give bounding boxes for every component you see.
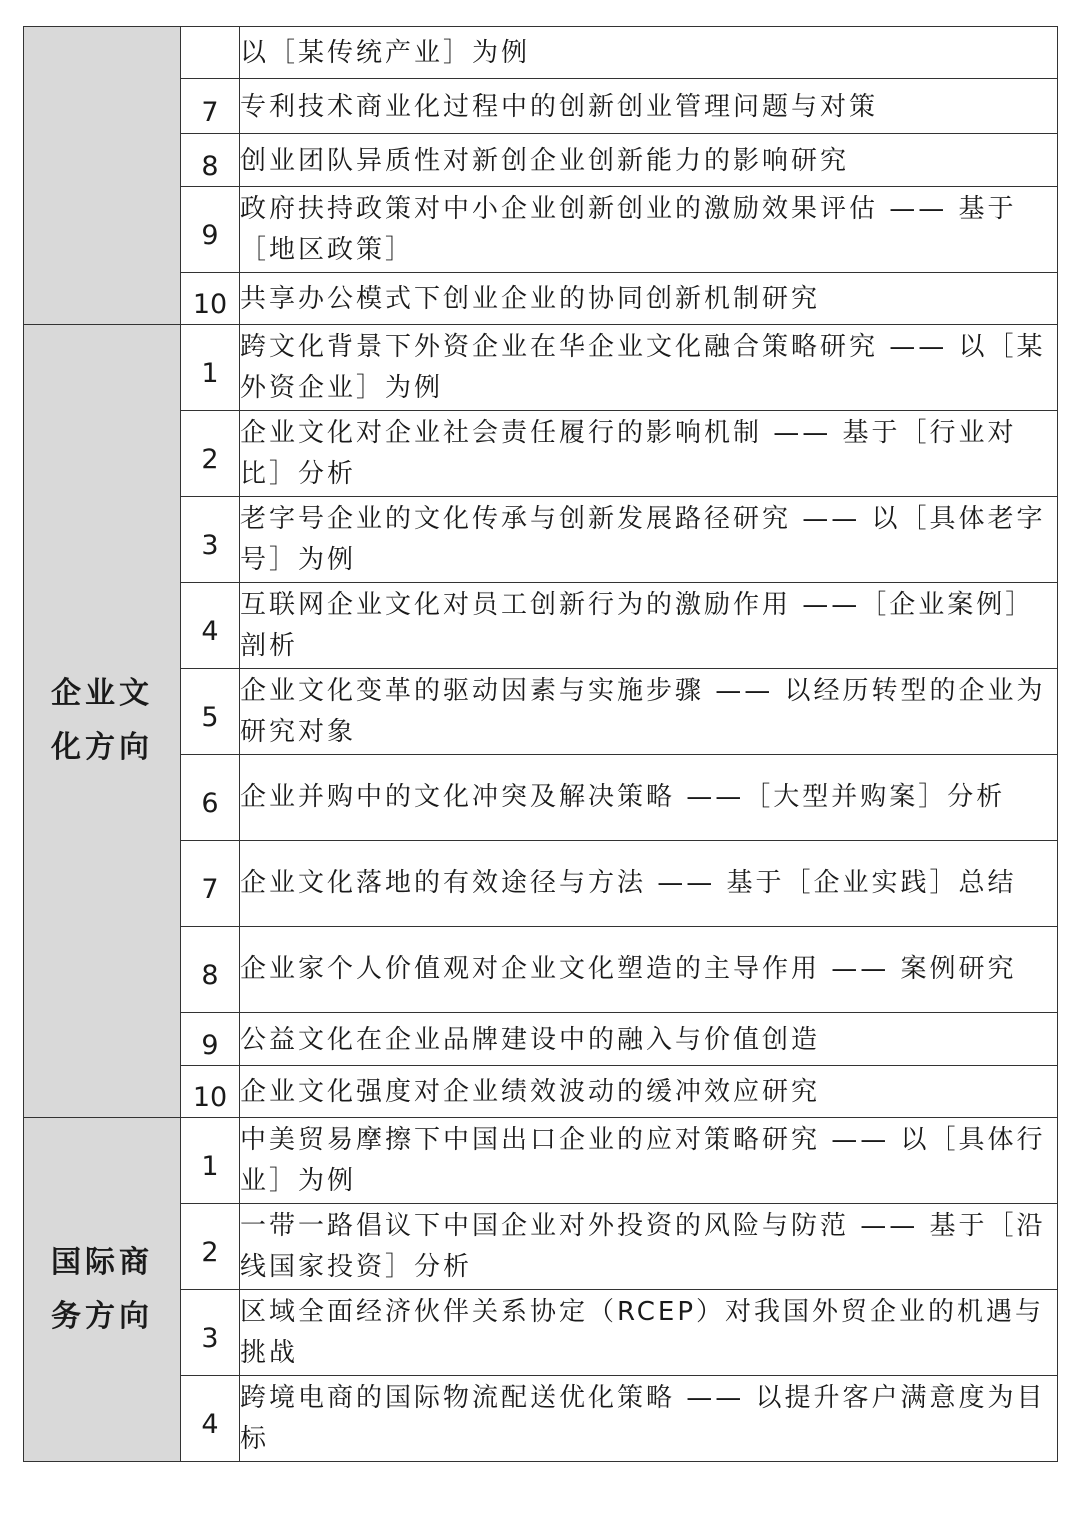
row-number: 2 <box>201 444 219 475</box>
topic-title: 跨境电商的国际物流配送优化策略 —— 以提升客户满意度为目标 <box>240 1376 1058 1462</box>
topic-title: 企业并购中的文化冲突及解决策略 ——［大型并购案］分析 <box>240 755 1058 841</box>
row-number-cell <box>181 325 240 411</box>
table-row <box>24 325 1058 411</box>
row-number: 8 <box>201 150 219 182</box>
topic-title: 以［某传统产业］为例 <box>240 27 1058 79</box>
topic-title: 中美贸易摩擦下中国出口企业的应对策略研究 —— 以［具体行业］为例 <box>240 1118 1058 1204</box>
row-number: 7 <box>201 96 219 128</box>
row-number: 1 <box>201 1151 219 1182</box>
topic-title: 跨文化背景下外资企业在华企业文化融合策略研究 —— 以［某外资企业］为例 <box>240 325 1058 411</box>
topic-title: 互联网企业文化对员工创新行为的激励作用 ——［企业案例］剖析 <box>240 583 1058 669</box>
topic-title: 企业文化落地的有效途径与方法 —— 基于［企业实践］总结 <box>240 841 1058 927</box>
row-number-cell <box>181 583 240 669</box>
row-number: 10 <box>192 289 228 320</box>
topic-title: 专利技术商业化过程中的创新创业管理问题与对策 <box>240 79 1058 134</box>
row-number: 8 <box>201 960 219 991</box>
category-cell <box>24 27 181 325</box>
row-number: 9 <box>201 220 219 251</box>
row-number: 10 <box>192 1082 228 1113</box>
topic-title: 企业文化对企业社会责任履行的影响机制 —— 基于［行业对比］分析 <box>240 411 1058 497</box>
row-number: 5 <box>201 702 219 733</box>
topic-title: 企业文化强度对企业绩效波动的缓冲效应研究 <box>240 1066 1058 1118</box>
topics-table-body <box>24 27 1058 1462</box>
topics-table <box>23 26 1058 1462</box>
topic-title: 一带一路倡议下中国企业对外投资的风险与防范 —— 基于［沿线国家投资］分析 <box>240 1204 1058 1290</box>
row-number-cell <box>181 1204 240 1290</box>
table-row <box>24 27 1058 79</box>
category-label: 国际商务方向 <box>51 1244 153 1334</box>
row-number-cell <box>181 411 240 497</box>
row-number-cell <box>181 187 240 273</box>
category-cell <box>24 325 181 1118</box>
row-number: 3 <box>201 1323 219 1354</box>
row-number: 7 <box>201 874 219 905</box>
table-row <box>24 1118 1058 1204</box>
topic-title: 企业家个人价值观对企业文化塑造的主导作用 —— 案例研究 <box>240 927 1058 1013</box>
row-number-cell <box>181 27 240 79</box>
topic-title: 共享办公模式下创业企业的协同创新机制研究 <box>240 273 1058 325</box>
row-number-cell <box>181 1376 240 1462</box>
topic-title: 企业文化变革的驱动因素与实施步骤 —— 以经历转型的企业为研究对象 <box>240 669 1058 755</box>
row-number: 1 <box>201 358 219 389</box>
topic-title: 公益文化在企业品牌建设中的融入与价值创造 <box>240 1013 1058 1066</box>
row-number-cell <box>181 134 240 187</box>
row-number: 3 <box>201 530 219 561</box>
category-cell <box>24 1118 181 1462</box>
topic-title: 老字号企业的文化传承与创新发展路径研究 —— 以［具体老字号］为例 <box>240 497 1058 583</box>
row-number-cell <box>181 927 240 1013</box>
row-number-cell <box>181 1290 240 1376</box>
topic-title: 创业团队异质性对新创企业创新能力的影响研究 <box>240 134 1058 187</box>
row-number-cell <box>181 1118 240 1204</box>
category-label: 企业文化方向 <box>51 676 153 765</box>
topic-title: 区域全面经济伙伴关系协定（RCEP）对我国外贸企业的机遇与挑战 <box>240 1290 1058 1376</box>
row-number-cell <box>181 497 240 583</box>
row-number: 2 <box>201 1237 219 1268</box>
row-number-cell <box>181 1013 240 1066</box>
row-number-cell <box>181 79 240 134</box>
row-number: 6 <box>201 788 219 819</box>
topic-title: 政府扶持政策对中小企业创新创业的激励效果评估 —— 基于［地区政策］ <box>240 187 1058 273</box>
row-number-cell <box>181 273 240 325</box>
row-number: 4 <box>201 616 219 647</box>
row-number-cell <box>181 841 240 927</box>
row-number-cell <box>181 755 240 841</box>
row-number-cell <box>181 669 240 755</box>
row-number-cell <box>181 1066 240 1118</box>
row-number: 9 <box>201 1029 219 1061</box>
row-number: 4 <box>201 1409 219 1440</box>
